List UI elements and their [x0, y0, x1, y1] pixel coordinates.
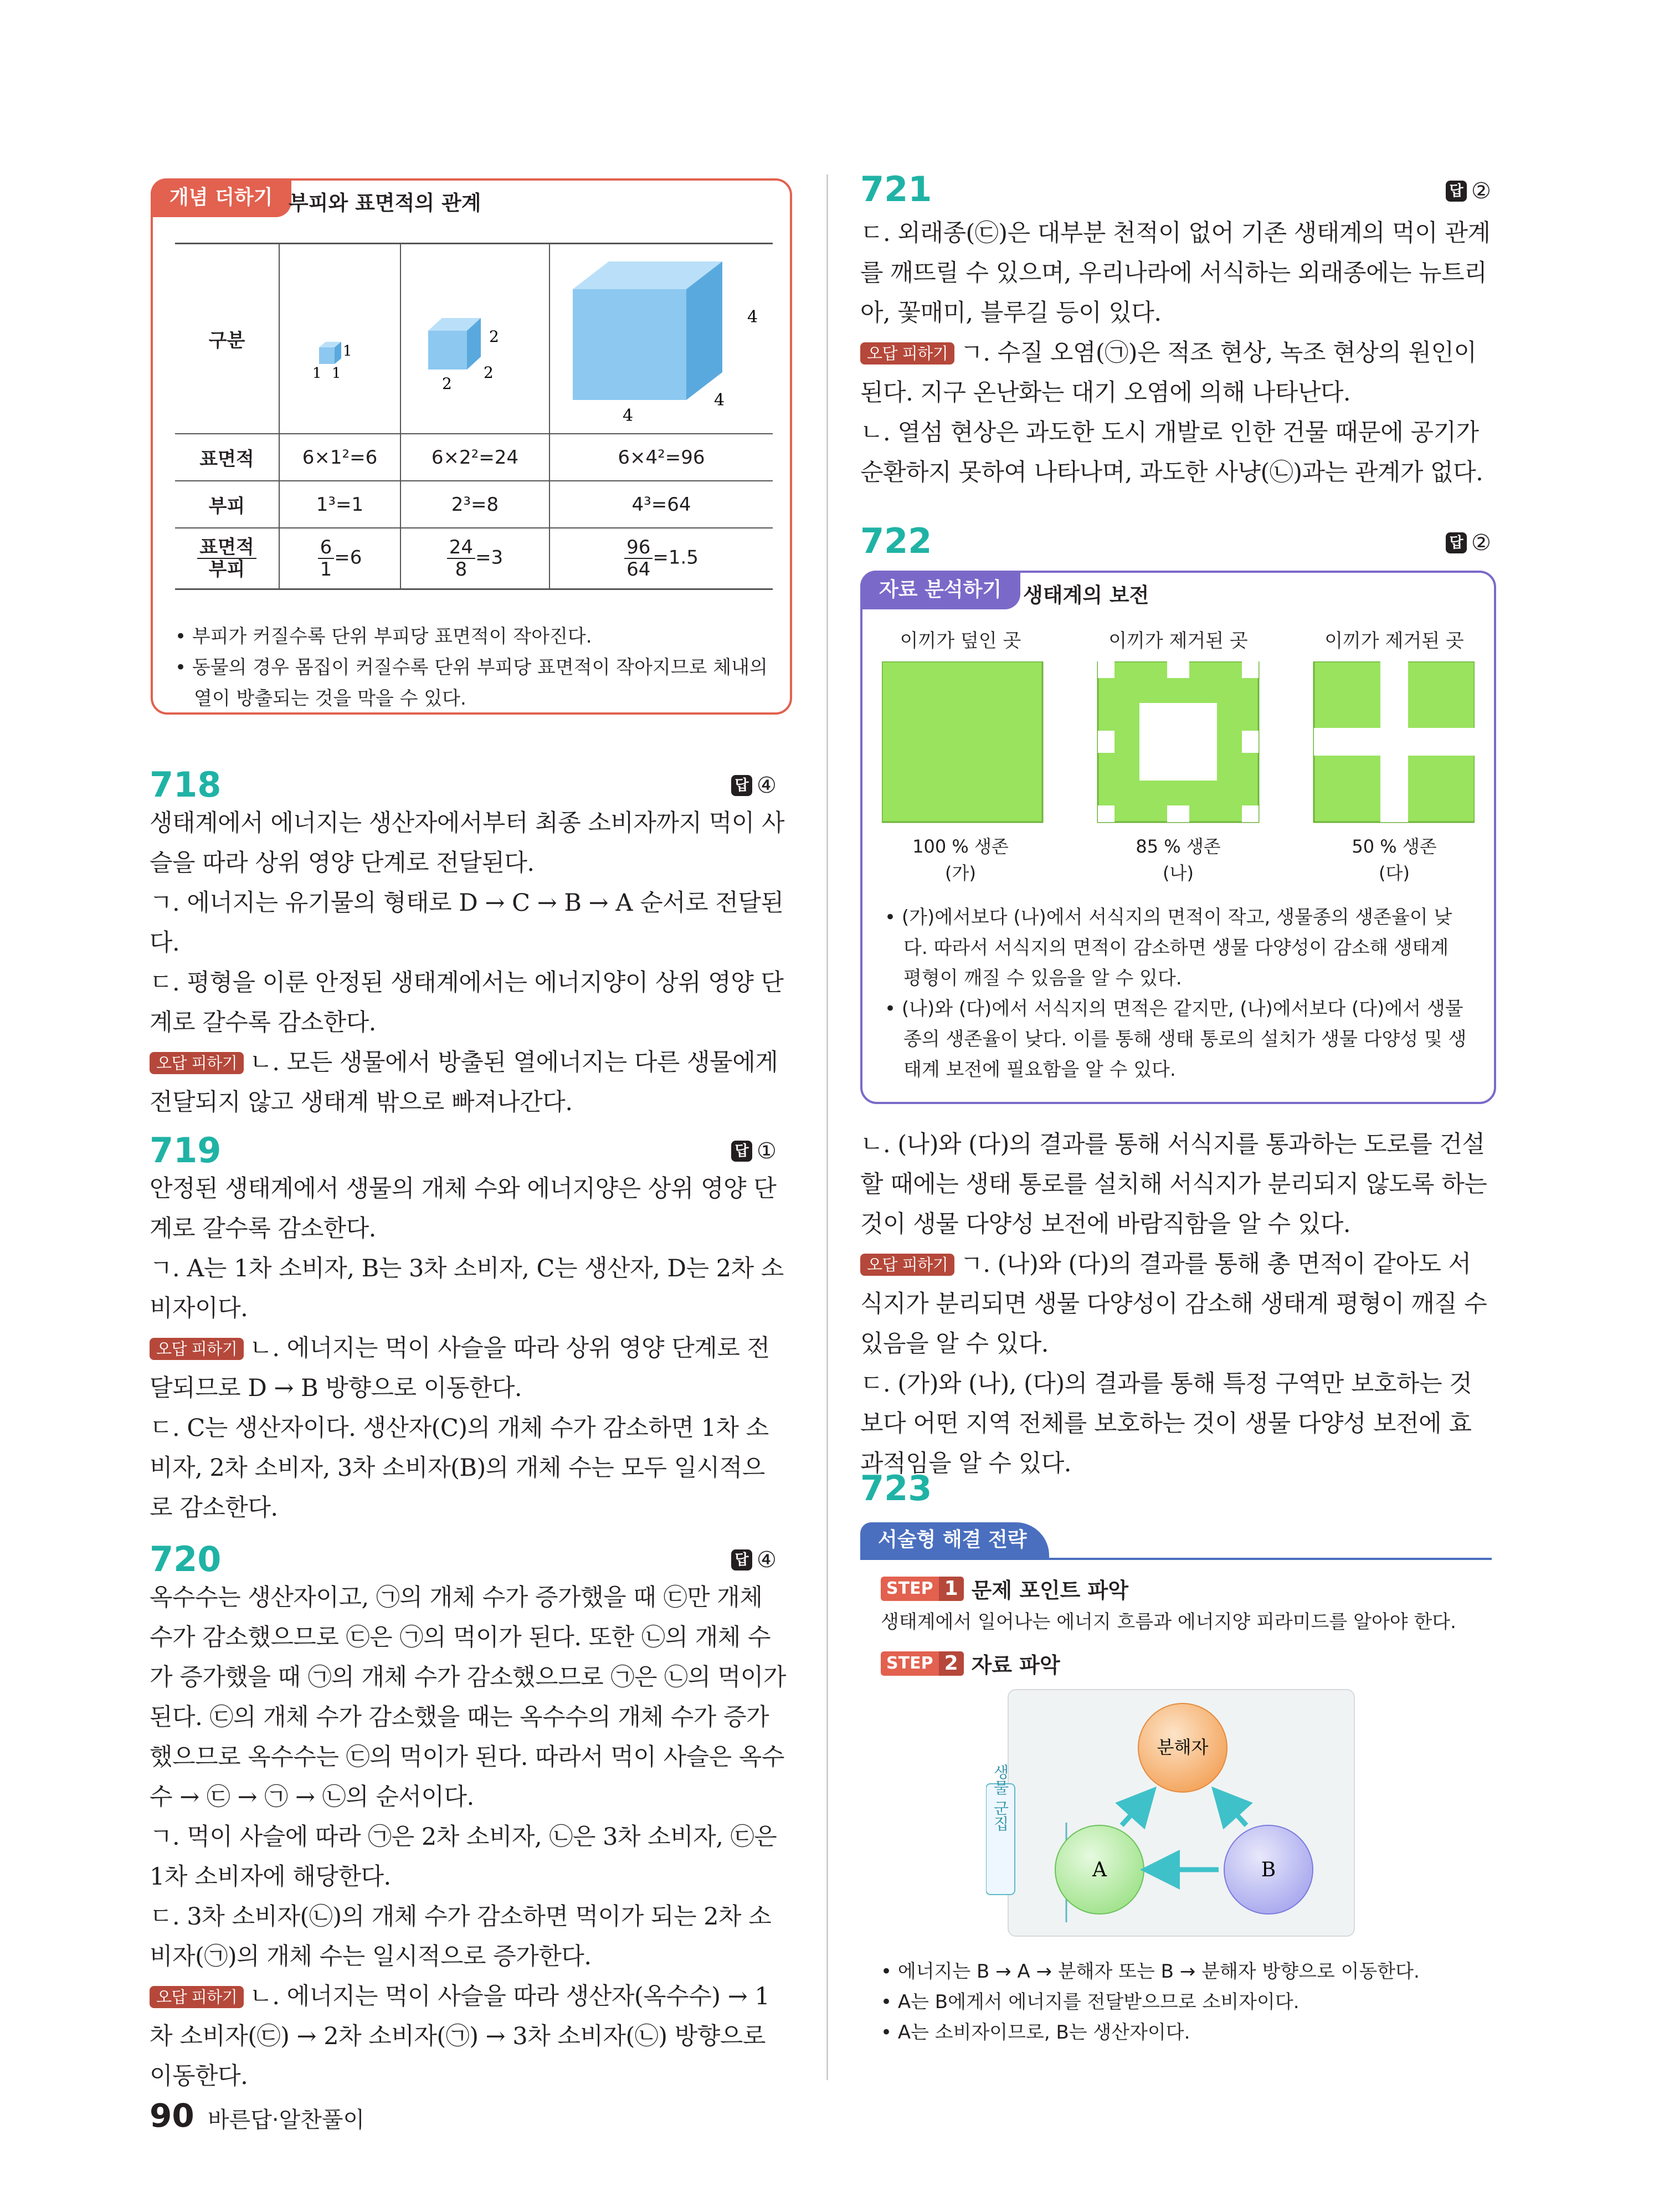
answer-720-body — [150, 1578, 787, 2096]
step-title: 문제 포인트 파악 — [971, 1578, 1129, 1603]
answer-mark — [1446, 530, 1491, 556]
panel-label: 이끼가 덮인 곳 — [900, 630, 1021, 652]
paragraph: ㄴ. (나)와 (다)의 결과를 통해 서식지를 통과하는 도로를 건설할 때에는 생태 통로를 설치해 서식지가 분리되지 않도록 하는 것이 생물 다양성 보전에 바람직함을 알 수 있다. — [860, 1131, 1487, 1238]
paragraph: 생태계에서 에너지는 생산자에서부터 최종 소비자까지 먹이 사슬을 따라 상위 영양 단계로 전달된다. — [150, 809, 784, 877]
volume-surface-table — [175, 243, 773, 590]
cube-medium-cell — [400, 244, 549, 434]
question-number: 719 — [150, 1130, 222, 1171]
step-badge: STEP 1 — [881, 1577, 964, 1601]
wrong-answer-tag: 오답 피하기 — [860, 342, 954, 365]
volume-label: 부피 — [175, 481, 279, 528]
answer-value: ② — [1471, 530, 1491, 556]
answer-badge-icon: 답 — [731, 1141, 752, 1162]
answer-mark — [731, 773, 777, 798]
panel-caption: 100 % 생존 (가) — [912, 836, 1009, 884]
strategy-note: • A는 소비자이므로, B는 생산자이다. — [881, 2021, 1190, 2044]
cube-medium-icon — [406, 245, 545, 428]
question-number: 721 — [860, 169, 932, 209]
paragraph: 오답 피하기 ㄴ. 에너지는 먹이 사슬을 따라 상위 영양 단계로 전달되므로 D → B 방향으로 이동한다. — [150, 1335, 770, 1402]
paragraph: 오답 피하기 ㄴ. 모든 생물에서 방출된 열에너지는 다른 생물에게 전달되지 않고 생태계 밖으로 빠져나간다. — [150, 1049, 778, 1116]
answer-718-body — [150, 803, 787, 1122]
panel-caption: 50 % 생존 (다) — [1352, 836, 1437, 884]
ratio-label: $\frac{\text{표면적}}{\text{부피}}$ — [175, 528, 279, 589]
svg-text:4: 4 — [714, 391, 725, 410]
answer-value: ① — [757, 1138, 777, 1164]
cube-large-icon — [553, 245, 769, 428]
strategy-divider — [860, 1558, 1492, 1560]
paragraph: ㄱ. 에너지는 유기물의 형태로 D → C → B → A 순서로 전달된다. — [150, 889, 784, 957]
cube-small-icon — [285, 245, 396, 428]
paragraph: ㄴ. 열섬 현상은 과도한 도시 개발로 인한 건물 때문에 공기가 순환하지 못하여 나타나며, 과도한 사냥(㉡)과는 관계가 없다. — [860, 419, 1483, 486]
answer-719-body — [150, 1169, 787, 1528]
paragraph: 오답 피하기 ㄴ. 에너지는 먹이 사슬을 따라 생산자(옥수수) → 1차 소비자(㉢) → 2차 소비자(㉠) → 3차 소비자(㉡) 방향으로 이동한다. — [150, 1983, 770, 2090]
moss-panel-a — [882, 661, 1042, 822]
concept-note: • 동물의 경우 몸집이 커질수록 단위 부피당 표면적이 작아지므로 체내의 열이 방출되는 것을 막을 수 있다. — [175, 656, 768, 710]
paragraph: ㄱ. A는 1차 소비자, B는 3차 소비자, C는 생산자, D는 2차 소비자이다. — [150, 1255, 784, 1322]
paragraph: ㄷ. (가)와 (나), (다)의 결과를 통해 특정 구역만 보호하는 것보다 어떤 지역 전체를 보호하는 것이 생물 다양성 보전에 효과적임을 알 수 있다. — [860, 1370, 1472, 1477]
strategy-note: • 에너지는 B → A → 분해자 또는 B → 분해자 방향으로 이동한다. — [881, 1960, 1420, 1983]
concept-notes — [175, 621, 775, 714]
concept-box — [151, 178, 792, 715]
svg-text:4: 4 — [747, 307, 758, 327]
answer-721-body — [860, 213, 1492, 492]
strategy-tab: 서술형 해결 전략 — [860, 1522, 1049, 1558]
answer-value: ④ — [757, 1547, 777, 1573]
question-number: 720 — [150, 1539, 222, 1579]
volume-value: 2³=8 — [400, 481, 549, 528]
answer-722-body — [860, 1125, 1492, 1484]
data-analysis-tab: 자료 분석하기 — [860, 571, 1020, 609]
analysis-note: • (가)에서보다 (나)에서 서식지의 면적이 작고, 생물종의 생존율이 낮다. 따라서 서식지의 면적이 감소하면 생물 다양성이 감소해 생태계 평형이 깨질 수 있음을 알 수 있다. — [885, 906, 1452, 989]
table-header-cell: 구분 — [175, 244, 279, 434]
volume-value: 1³=1 — [279, 481, 400, 528]
step-1-text: 생태계에서 일어나는 에너지 흐름과 에너지양 피라미드를 알아야 한다. — [881, 1611, 1456, 1633]
analysis-note: • (나)와 (다)에서 서식지의 면적은 같지만, (나)에서보다 (다)에서 생물종의 생존율이 낮다. 이를 통해 생태 통로의 설치가 생물 다양성 및 생태계 보전에 필요함을 알 수 있다. — [885, 998, 1467, 1081]
step-2 — [881, 1648, 1060, 1679]
step-badge: STEP 2 — [881, 1651, 964, 1676]
cube-small-cell — [279, 244, 400, 434]
decomposer-label: 분해자 — [1157, 1737, 1209, 1758]
paragraph: ㄱ. 먹이 사슬에 따라 ㉠은 2차 소비자, ㉡은 3차 소비자, ㉢은 1차 소비자에 해당한다. — [150, 1823, 777, 1891]
question-number: 722 — [860, 521, 932, 561]
energy-flow-diagram — [986, 1684, 1357, 1939]
answer-value: ④ — [757, 773, 777, 798]
paragraph: ㄷ. 3차 소비자(㉡)의 개체 수가 감소하면 먹이가 되는 2차 소비자(㉠)의 개체 수는 일시적으로 증가한다. — [150, 1903, 772, 1970]
surface-value: 6×1²=6 — [279, 434, 400, 481]
answer-mark — [731, 1138, 777, 1164]
svg-text:1: 1 — [331, 365, 341, 382]
ratio-value: $\frac{24}{8}$ =3 — [400, 528, 549, 589]
answer-badge-icon: 답 — [1446, 181, 1467, 202]
cube-large-cell — [549, 244, 773, 434]
paragraph: 오답 피하기 ㄱ. (나)와 (다)의 결과를 통해 총 면적이 같아도 서식지가 분리되면 생물 다양성이 감소해 생태계 평형이 깨질 수 있음을 알 수 있다. — [860, 1250, 1487, 1358]
concept-tab: 개념 더하기 — [151, 178, 291, 217]
paragraph: ㄷ. 외래종(㉢)은 대부분 천적이 없어 기존 생태계의 먹이 관계를 깨뜨릴 수 있으며, 우리나라에 서식하는 외래종에는 뉴트리아, 꽃매미, 블루길 등이 있다. — [860, 219, 1491, 327]
moss-panel-b — [1098, 661, 1259, 822]
question-number: 718 — [150, 764, 222, 805]
ratio-value: $\frac{96}{64}$ =1.5 — [549, 528, 773, 589]
surface-value: 6×2²=24 — [400, 434, 549, 481]
answer-mark — [1446, 178, 1491, 204]
paragraph: 안정된 생태계에서 생물의 개체 수와 에너지양은 상위 영양 단계로 갈수록 감소한다. — [150, 1175, 777, 1243]
concept-title: 부피와 표면적의 관계 — [289, 191, 481, 215]
strategy-notes — [881, 1957, 1420, 2048]
svg-text:2: 2 — [441, 374, 452, 393]
cube-small-label: 1 — [342, 343, 352, 360]
answer-badge-icon: 답 — [731, 1549, 752, 1571]
paragraph: ㄷ. C는 생산자이다. 생산자(C)의 개체 수가 감소하면 1차 소비자, 2차 소비자, 3차 소비자(B)의 개체 수는 모두 일시적으로 감소한다. — [150, 1414, 769, 1522]
question-number: 723 — [860, 1468, 932, 1508]
svg-text:1: 1 — [312, 365, 322, 382]
answer-badge-icon: 답 — [731, 775, 752, 796]
concept-note: • 부피가 커질수록 단위 부피당 표면적이 작아진다. — [175, 625, 592, 648]
data-analysis-box — [860, 571, 1496, 1104]
answer-value: ② — [1471, 178, 1491, 204]
paragraph: 오답 피하기 ㄱ. 수질 오염(㉠)은 적조 현상, 녹조 현상의 원인이 된다. 지구 온난화는 대기 오염에 의해 나타난다. — [860, 339, 1477, 407]
moss-panel-c — [1314, 661, 1475, 822]
moss-habitat-figures — [882, 661, 1475, 828]
column-divider — [826, 175, 828, 2080]
volume-value: 4³=64 — [549, 481, 773, 528]
panel-caption: 85 % 생존 (나) — [1136, 836, 1221, 884]
community-label: 생물 군집 — [991, 1764, 1010, 1831]
node-a-label: A — [1092, 1859, 1107, 1881]
step-title: 자료 파악 — [971, 1653, 1060, 1677]
strategy-note: • A는 B에게서 에너지를 전달받으므로 소비자이다. — [881, 1991, 1300, 2013]
ratio-value: $\frac{6}{1}$ =6 — [279, 528, 400, 589]
data-analysis-title: 생태계의 보전 — [1023, 583, 1149, 607]
panel-label: 이끼가 제거된 곳 — [1324, 630, 1464, 652]
node-b-label: B — [1261, 1859, 1276, 1881]
step-1 — [881, 1573, 1128, 1604]
page-number: 90 — [150, 2097, 194, 2134]
answer-mark — [731, 1547, 777, 1573]
svg-text:2: 2 — [489, 327, 499, 346]
wrong-answer-tag: 오답 피하기 — [150, 1986, 244, 2008]
answer-badge-icon: 답 — [1446, 532, 1467, 553]
wrong-answer-tag: 오답 피하기 — [860, 1254, 954, 1276]
wrong-answer-tag: 오답 피하기 — [150, 1338, 244, 1360]
wrong-answer-tag: 오답 피하기 — [150, 1052, 244, 1074]
panel-label: 이끼가 제거된 곳 — [1108, 630, 1248, 652]
svg-text:2: 2 — [483, 363, 494, 382]
paragraph: ㄷ. 평형을 이룬 안정된 생태계에서는 에너지양이 상위 영양 단계로 갈수록 감소한다. — [150, 969, 784, 1036]
footer-title: 바른답·알찬풀이 — [208, 2107, 365, 2133]
data-analysis-notes — [885, 902, 1472, 1085]
surface-label: 표면적 — [175, 434, 279, 481]
svg-text:4: 4 — [623, 406, 634, 425]
surface-value: 6×4²=96 — [549, 434, 773, 481]
paragraph: 옥수수는 생산자이고, ㉠의 개체 수가 증가했을 때 ㉢만 개체 수가 감소했으므로 ㉢은 ㉠의 먹이가 된다. 또한 ㉡의 개체 수가 증가했을 때 ㉠의 개체 수가 감소했으므로 ㉠은 ㉡의 먹이가 된다. ㉢의 개체 수가 감소했을 때는 옥수수의 개체 수가 증가했으므로 옥수수는 ㉢의 먹이가 된다. 따라서 먹이 사슬은 옥수수 → ㉢ → ㉠ → ㉡의 순서이다. — [150, 1584, 786, 1811]
